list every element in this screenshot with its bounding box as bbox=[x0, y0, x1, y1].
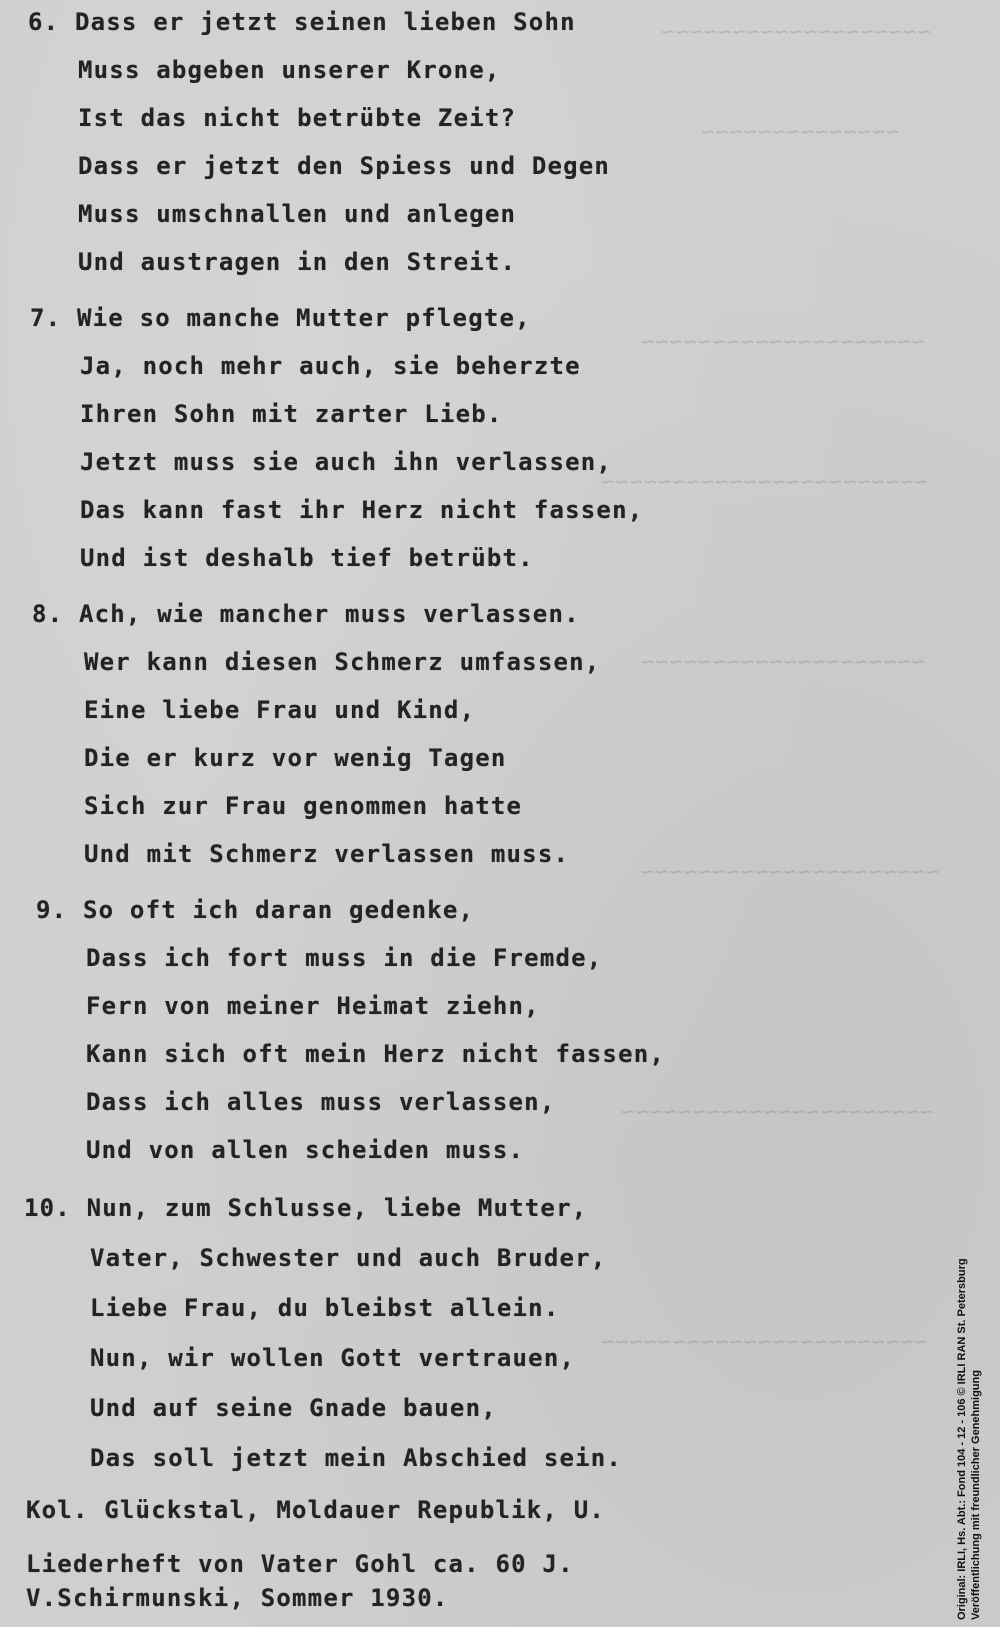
verse-7-line-2: Ja, noch mehr auch, sie beherzte bbox=[80, 352, 581, 380]
verse-6-number: 6. bbox=[28, 8, 60, 36]
bleed-through-text: ~~~~~~~~~~~~~~ bbox=[700, 120, 900, 145]
verse-7-line-3: Ihren Sohn mit zarter Lieb. bbox=[80, 400, 503, 428]
verse-10-line-2: Vater, Schwester und auch Bruder, bbox=[90, 1244, 607, 1272]
verse-8-line-5: Sich zur Frau genommen hatte bbox=[84, 792, 523, 820]
verse-10-line-1: 10. Nun, zum Schlusse, liebe Mutter, bbox=[24, 1194, 588, 1222]
verse-9-line-3: Fern von meiner Heimat ziehn, bbox=[86, 992, 540, 1020]
archive-copyright-note bbox=[955, 1020, 983, 1620]
verse-8-line-3: Eine liebe Frau und Kind, bbox=[84, 696, 476, 724]
footer-source: Liederheft von Vater Gohl ca. 60 J. bbox=[26, 1550, 574, 1578]
verse-8-number: 8. bbox=[32, 600, 64, 628]
verse-7-line-6: Und ist deshalb tief betrübt. bbox=[80, 544, 534, 572]
verse-6-line-2: Muss abgeben unserer Krone, bbox=[78, 56, 501, 84]
verse-6-line-6: Und austragen in den Streit. bbox=[78, 248, 517, 276]
bleed-through-text: ~~~~~~~~~~~~~~~~~~~~ bbox=[640, 330, 925, 355]
footer-location: Kol. Glückstal, Moldauer Republik, U. bbox=[26, 1496, 606, 1524]
verse-10-line-3: Liebe Frau, du bleibst allein. bbox=[90, 1294, 560, 1322]
archive-note-line-1: Original: IRLI, Hs. Abt.: Fond 104 - 12 - 106 © IRLI RAN St. Petersburg bbox=[956, 1258, 968, 1620]
bleed-through-text: ~~~~~~~~~~~~~~~~~~~~~~~ bbox=[600, 470, 928, 495]
bleed-through-text: ~~~~~~~~~~~~~~~~~~~~~~~ bbox=[600, 1330, 928, 1355]
verse-6-line-1: 6. Dass er jetzt seinen lieben Sohn bbox=[28, 8, 576, 36]
bleed-through-text: ~~~~~~~~~~~~~~~~~~~~ bbox=[640, 650, 925, 675]
archive-note-line-2: Veröffentlichung mit freundlicher Genehmigung bbox=[970, 1370, 982, 1620]
verse-10-line-6: Das soll jetzt mein Abschied sein. bbox=[90, 1444, 623, 1472]
verse-10-number: 10. bbox=[24, 1194, 71, 1222]
verse-9-number: 9. bbox=[36, 896, 68, 924]
verse-10-line-5: Und auf seine Gnade bauen, bbox=[90, 1394, 497, 1422]
verse-9-line-6: Und von allen scheiden muss. bbox=[86, 1136, 525, 1164]
verse-10-line-4: Nun, wir wollen Gott vertrauen, bbox=[90, 1344, 576, 1372]
bleed-through-text: ~~~~~~~~~~~~~~~~~~~~~ bbox=[640, 860, 940, 885]
verse-9-line-4: Kann sich oft mein Herz nicht fassen, bbox=[86, 1040, 666, 1068]
verse-9-line-5: Dass ich alles muss verlassen, bbox=[86, 1088, 556, 1116]
verse-8-line-1: 8. Ach, wie mancher muss verlassen. bbox=[32, 600, 580, 628]
verse-7-line-5: Das kann fast ihr Herz nicht fassen, bbox=[80, 496, 644, 524]
verse-6-line-5: Muss umschnallen und anlegen bbox=[78, 200, 517, 228]
bleed-through-text: ~~~~~~~~~~~~~~~~~~~~~~ bbox=[620, 1100, 934, 1125]
verse-7-line-4: Jetzt muss sie auch ihn verlassen, bbox=[80, 448, 613, 476]
verse-7-number: 7. bbox=[30, 304, 62, 332]
verse-8-line-4: Die er kurz vor wenig Tagen bbox=[84, 744, 507, 772]
verse-7-line-1: 7. Wie so manche Mutter pflegte, bbox=[30, 304, 531, 332]
verse-6-line-3: Ist das nicht betrübte Zeit? bbox=[78, 104, 517, 132]
verse-8-line-6: Und mit Schmerz verlassen muss. bbox=[84, 840, 570, 868]
verse-8-line-2: Wer kann diesen Schmerz umfassen, bbox=[84, 648, 601, 676]
verse-9-line-1: 9. So oft ich daran gedenke, bbox=[36, 896, 475, 924]
bleed-through-text: ~~~~~~~~~~~~~~~~~~~ bbox=[660, 20, 931, 45]
verse-9-line-2: Dass ich fort muss in die Fremde, bbox=[86, 944, 603, 972]
verse-6-line-4: Dass er jetzt den Spiess und Degen bbox=[78, 152, 611, 180]
footer-collector: V.Schirmunski, Sommer 1930. bbox=[26, 1584, 449, 1612]
